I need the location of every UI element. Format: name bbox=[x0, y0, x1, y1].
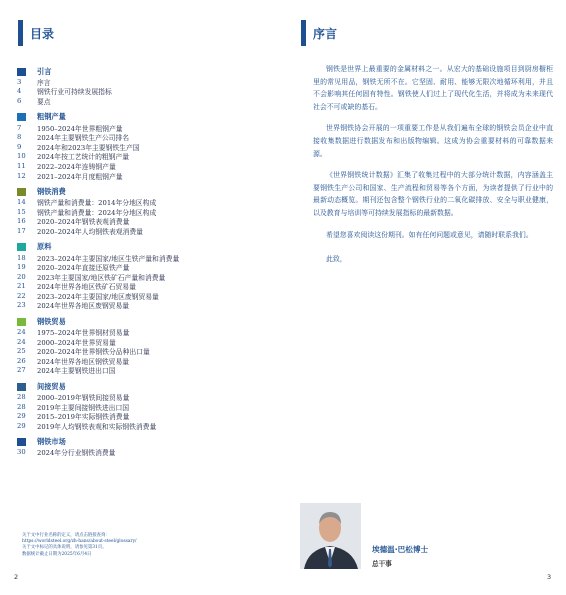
toc-entry[interactable] bbox=[17, 77, 267, 87]
toc-entry[interactable] bbox=[17, 291, 267, 301]
toc-entry[interactable] bbox=[17, 171, 267, 181]
toc-entry[interactable] bbox=[17, 123, 267, 133]
toc-entry-title: 2000–2019年钢铁间接贸易量 bbox=[37, 394, 130, 403]
toc-entry-title: 2024年世界各地区废钢贸易量 bbox=[37, 302, 130, 311]
toc-entry-page: 29 bbox=[17, 421, 26, 430]
toc-entry-title: 2019年人均钢铁表观和实际钢铁消费量 bbox=[37, 422, 157, 431]
toc-section bbox=[17, 112, 267, 181]
toc-section-heading[interactable] bbox=[17, 242, 267, 253]
foreword-paragraph: 世界钢铁协会开展的一项重要工作是从我们遍布全球的钢铁会员企业中直接收集数据进行数据发布和出版物编辑。这成为协会重要材料的可靠数据来源。 bbox=[313, 124, 553, 158]
toc-entry-title: 2023年主要国家/地区铁矿石产量和消费量 bbox=[37, 273, 166, 282]
table-of-contents bbox=[17, 66, 267, 463]
toc-entry[interactable] bbox=[17, 197, 267, 207]
toc-entry-page: 7 bbox=[17, 123, 22, 132]
toc-entry-title: 2021–2024年月度粗钢产量 bbox=[37, 172, 123, 181]
toc-entry-page: 20 bbox=[17, 272, 26, 281]
toc-section-title: 引言 bbox=[37, 66, 52, 76]
toc-entry[interactable] bbox=[17, 253, 267, 263]
toc-entry-title: 1975–2024年世界钢材贸易量 bbox=[37, 329, 130, 338]
toc-entry-title: 序言 bbox=[37, 78, 51, 87]
toc-section-heading[interactable] bbox=[17, 112, 267, 123]
toc-section-heading[interactable] bbox=[17, 316, 267, 327]
toc-entry-page: 14 bbox=[17, 198, 26, 207]
footnote-line: 关于文中行业名称的定义，请点击链接查询： bbox=[22, 533, 110, 538]
foreword-title: 序言 bbox=[313, 26, 338, 41]
toc-entry[interactable] bbox=[17, 301, 267, 311]
toc-entry-page: 9 bbox=[17, 142, 22, 151]
toc-entry-page: 29 bbox=[17, 412, 26, 421]
toc-section bbox=[17, 437, 267, 458]
foreword-paragraph: 《世界钢铁统计数据》汇集了收集过程中的大部分统计数据，内容涵盖主要钢铁生产公司和国家、生产流程和贸易等各个方面，为读者提供了行业中的最新动态概览。期刊还包含整个钢铁行业的二氧化碳排放、安全与职业健康，以及教育与培训等可持续发展指标的最新数据。 bbox=[313, 171, 553, 217]
toc-entry-title: 2024年主要钢铁进出口国 bbox=[37, 367, 116, 376]
section-color-square-icon bbox=[17, 438, 26, 446]
toc-entry-page: 6 bbox=[17, 96, 22, 105]
toc-entry-title: 2019年主要间接钢铁进出口国 bbox=[37, 403, 130, 412]
toc-entry-page: 3 bbox=[17, 77, 22, 86]
toc-entry-title: 2024年世界各地区钢铁贸易量 bbox=[37, 357, 130, 366]
section-color-square-icon bbox=[17, 68, 26, 76]
toc-section-title: 粗钢产量 bbox=[37, 112, 66, 122]
toc-entry-title: 2020–2024年直接还原铁产量 bbox=[37, 264, 130, 273]
toc-entry[interactable] bbox=[17, 161, 267, 171]
toc-entry-title: 2020–2024年人均钢铁表观消费量 bbox=[37, 227, 143, 236]
toc-section-title: 原料 bbox=[37, 242, 52, 252]
toc-entry[interactable] bbox=[17, 87, 267, 97]
toc-entry-page: 15 bbox=[17, 207, 26, 216]
page-number-left: 2 bbox=[14, 573, 19, 581]
toc-entry-title: 2020–2024年世界钢铁分品种出口量 bbox=[37, 348, 150, 357]
toc-entry[interactable] bbox=[17, 402, 267, 412]
toc-entry[interactable] bbox=[17, 207, 267, 217]
toc-entry[interactable] bbox=[17, 346, 267, 356]
toc-entry-page: 12 bbox=[17, 171, 26, 180]
toc-entry[interactable] bbox=[17, 262, 267, 272]
toc-entry-title: 2024年分行业钢铁消费量 bbox=[37, 449, 116, 458]
right-page bbox=[283, 0, 566, 595]
foreword-paragraph: 希望您喜欢阅读这份期刊。如有任何问题或意见，请随时联系我们。 bbox=[326, 230, 533, 239]
toc-entry-title: 钢铁行业可持续发展指标 bbox=[37, 88, 112, 97]
toc-section-title: 钢铁消费 bbox=[37, 186, 66, 196]
section-color-square-icon bbox=[17, 383, 26, 391]
toc-entry-title: 2024年世界各地区铁矿石贸易量 bbox=[37, 283, 136, 292]
toc-entry-title: 2023–2024年主要国家/地区废钢贸易量 bbox=[37, 292, 159, 301]
toc-entry-title: 1950–2024年世界粗钢产量 bbox=[37, 124, 123, 133]
toc-entry[interactable] bbox=[17, 217, 267, 227]
toc-entry-title: 2022–2024年连铸钢产量 bbox=[37, 162, 116, 171]
toc-entry-title: 钢铁产量和消费量：2024年分地区构成 bbox=[37, 208, 157, 217]
toc-entry-page: 26 bbox=[17, 356, 26, 365]
toc-entry-title: 2024年主要钢铁生产公司排名 bbox=[37, 134, 130, 143]
header-accent-bar bbox=[18, 20, 23, 46]
toc-entry[interactable] bbox=[17, 327, 267, 337]
toc-section bbox=[17, 316, 267, 375]
toc-entry-page: 8 bbox=[17, 133, 22, 142]
page-number-right: 3 bbox=[547, 573, 552, 581]
toc-entry-title: 2023–2024年主要国家/地区生铁产量和消费量 bbox=[37, 254, 180, 263]
toc-entry[interactable] bbox=[17, 226, 267, 236]
toc-entry[interactable] bbox=[17, 392, 267, 402]
toc-entry-page: 30 bbox=[17, 448, 26, 457]
toc-title: 目录 bbox=[30, 26, 55, 41]
toc-entry-title: 2015–2019年实际钢铁消费量 bbox=[37, 413, 130, 422]
header-accent-bar bbox=[301, 20, 306, 46]
toc-entry-title: 2024年和2023年主要钢铁生产国 bbox=[37, 143, 140, 152]
toc-entry[interactable] bbox=[17, 142, 267, 152]
toc-section bbox=[17, 186, 267, 235]
toc-entry[interactable] bbox=[17, 337, 267, 347]
foreword-header bbox=[301, 20, 337, 46]
section-color-square-icon bbox=[17, 113, 26, 121]
foreword-body bbox=[313, 63, 553, 266]
toc-entry-page: 28 bbox=[17, 393, 26, 402]
toc-entry[interactable] bbox=[17, 411, 267, 421]
toc-entry-page: 19 bbox=[17, 263, 26, 272]
section-color-square-icon bbox=[17, 188, 26, 196]
toc-section-title: 钢铁市场 bbox=[37, 437, 66, 447]
toc-entry[interactable] bbox=[17, 421, 267, 431]
toc-section-heading[interactable] bbox=[17, 66, 267, 77]
toc-entry-page: 21 bbox=[17, 282, 26, 291]
foreword-paragraph: 钢铁是世界上最重要的金属材料之一。从宏大的基础设施项目到厨房橱柜里的常见用品，钢铁无所不在。它坚固、耐用、能够无限次地循环利用，并且不会影响其任何固有特性。钢铁使人们过上了现代化生活，并将成为未来现代社会不可或缺的基石。 bbox=[313, 65, 553, 111]
glossary-link[interactable]: https://worldsteel.org/zh-hans/about-steel/glossary/ bbox=[22, 539, 137, 545]
footnote-line: 数据统计截止日期为2025年6月4日 bbox=[22, 551, 92, 557]
toc-section-heading[interactable] bbox=[17, 437, 267, 448]
toc-section-heading[interactable] bbox=[17, 186, 267, 197]
toc-entry[interactable] bbox=[17, 272, 267, 282]
toc-entry[interactable] bbox=[17, 152, 267, 162]
toc-entry-title: 要点 bbox=[37, 97, 51, 106]
footnotes bbox=[22, 533, 222, 558]
toc-entry-title: 2020–2024年钢铁表观消费量 bbox=[37, 218, 130, 227]
toc-header bbox=[18, 20, 54, 46]
toc-entry-page: 11 bbox=[17, 161, 26, 170]
toc-entry-title: 2000–2024年世界贸易量 bbox=[37, 338, 116, 347]
signature-block bbox=[372, 544, 428, 568]
toc-entry[interactable] bbox=[17, 366, 267, 376]
toc-entry-title: 钢铁产量和消费量：2014年分地区构成 bbox=[37, 199, 157, 208]
footnote-line: 关于文中标记的具体说明，请参见第31页。 bbox=[22, 545, 107, 551]
toc-section bbox=[17, 66, 267, 106]
section-color-square-icon bbox=[17, 318, 26, 326]
toc-entry-page: 18 bbox=[17, 253, 26, 262]
toc-section-heading[interactable] bbox=[17, 381, 267, 392]
toc-entry-page: 23 bbox=[17, 301, 26, 310]
toc-entry[interactable] bbox=[17, 96, 267, 106]
toc-entry[interactable] bbox=[17, 132, 267, 142]
toc-entry-page: 27 bbox=[17, 366, 26, 375]
signer-portrait-photo bbox=[300, 503, 361, 569]
signer-name: 埃德温·巴松博士 bbox=[372, 545, 429, 554]
toc-entry-page: 25 bbox=[17, 347, 26, 356]
toc-entry-page: 24 bbox=[17, 328, 26, 337]
toc-entry-page: 22 bbox=[17, 291, 26, 300]
toc-entry-page: 28 bbox=[17, 402, 26, 411]
toc-entry[interactable] bbox=[17, 282, 267, 292]
signer-title: 总干事 bbox=[372, 560, 392, 568]
toc-section-title: 间接贸易 bbox=[37, 381, 66, 391]
toc-entry[interactable] bbox=[17, 448, 267, 458]
toc-entry-page: 24 bbox=[17, 337, 26, 346]
toc-entry-page: 4 bbox=[17, 87, 22, 96]
section-color-square-icon bbox=[17, 243, 26, 251]
toc-entry[interactable] bbox=[17, 356, 267, 366]
closing-line: 此致， bbox=[326, 255, 347, 264]
toc-entry-page: 10 bbox=[17, 152, 26, 161]
toc-entry-title: 2024年按工艺统计的粗钢产量 bbox=[37, 153, 130, 162]
toc-section bbox=[17, 381, 267, 430]
toc-section bbox=[17, 242, 267, 311]
toc-section-title: 钢铁贸易 bbox=[37, 316, 66, 326]
toc-entry-page: 17 bbox=[17, 226, 26, 235]
toc-entry-page: 16 bbox=[17, 217, 26, 226]
